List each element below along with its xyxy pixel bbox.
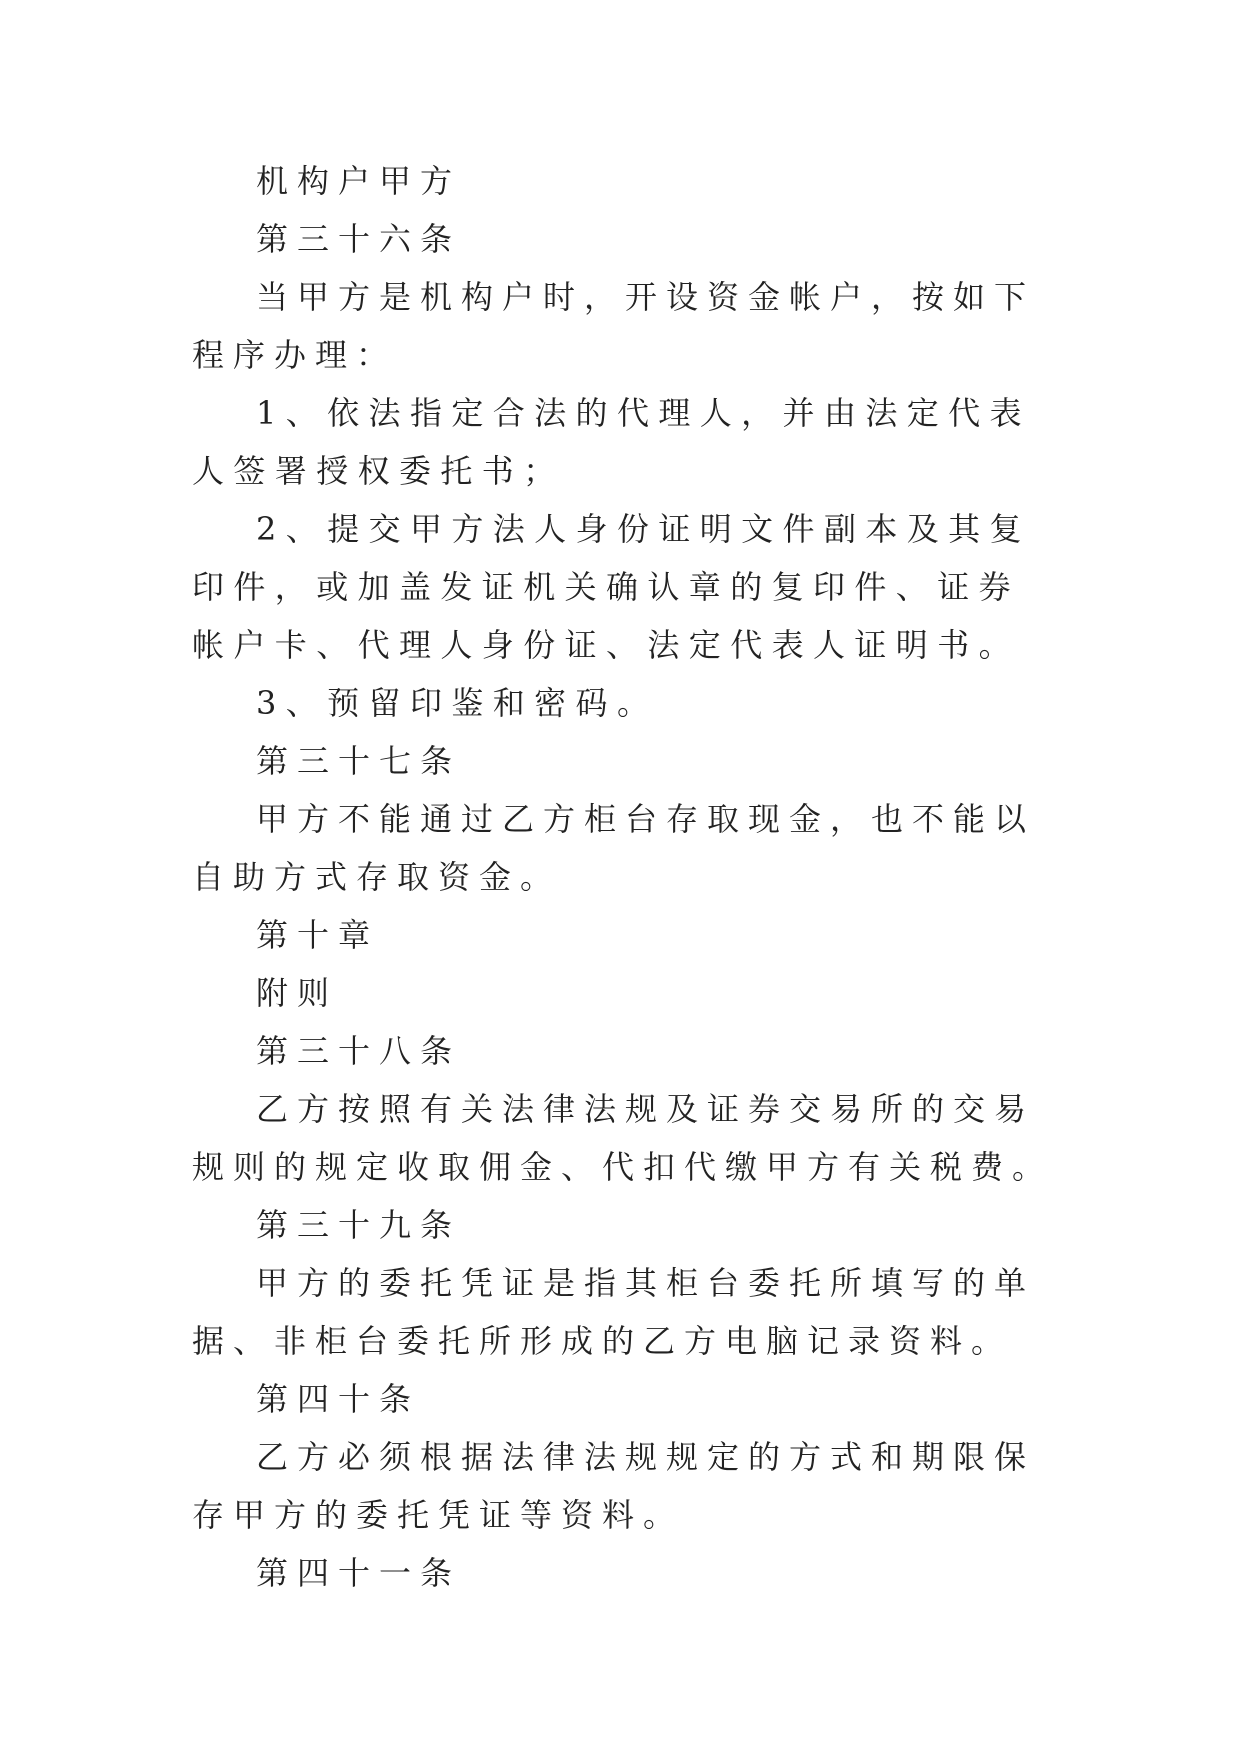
article-title: 第三十九条 (256, 1206, 462, 1244)
article-text: 甲方不能通过乙方柜台存取现金，也不能以自助方式存取资金。 (192, 800, 1036, 896)
article-text: 乙方必须根据法律法规规定的方式和期限保存甲方的委托凭证等资料。 (192, 1438, 1036, 1534)
article-text: 甲方的委托凭证是指其柜台委托所填写的单据、非柜台委托所形成的乙方电脑记录资料。 (192, 1264, 1036, 1360)
article-title: 第四十一条 (256, 1554, 462, 1592)
list-item: 3、预留印鉴和密码。 (256, 684, 659, 722)
article-title: 第三十六条 (256, 220, 462, 258)
article-title: 第四十条 (256, 1380, 421, 1418)
article-title: 第三十八条 (256, 1032, 462, 1070)
chapter-title: 附则 (256, 974, 339, 1012)
article-text: 乙方按照有关法律法规及证券交易所的交易规则的规定收取佣金、代扣代缴甲方有关税费。 (192, 1090, 1054, 1186)
chapter-number: 第十章 (256, 916, 380, 954)
document-body (192, 152, 1054, 1602)
list-item: 2、提交甲方法人身份证明文件副本及其复印件，或加盖发证机关确认章的复印件、证券帐户卡、代理人身份证、法定代表人证明书。 (192, 510, 1031, 664)
section-heading: 机构户甲方 (256, 162, 462, 200)
article-text: 当甲方是机构户时，开设资金帐户，按如下程序办理： (192, 278, 1036, 374)
list-item: 1、依法指定合法的代理人，并由法定代表人签署授权委托书； (192, 394, 1031, 490)
article-title: 第三十七条 (256, 742, 462, 780)
